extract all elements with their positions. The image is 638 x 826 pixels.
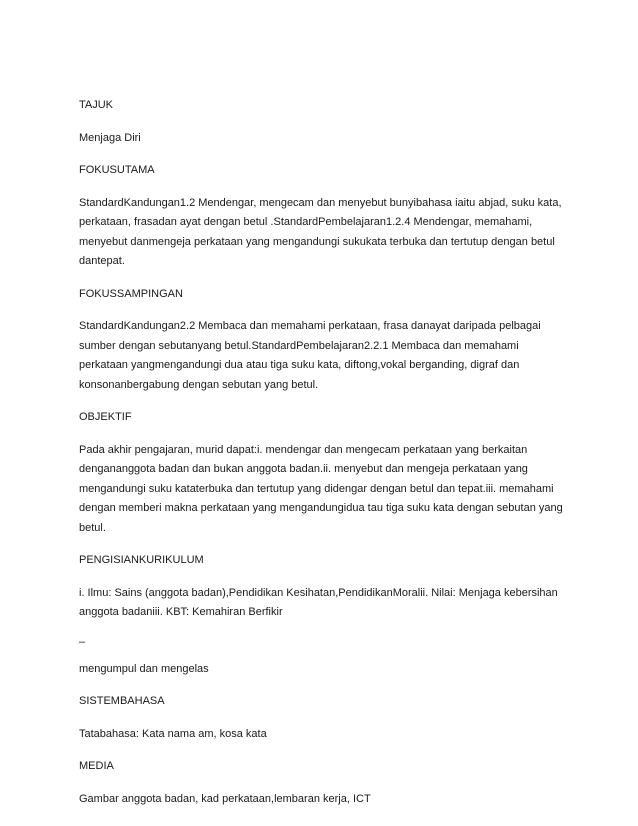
heading-objektif: OBJEKTIF: [79, 411, 132, 423]
media-text: Gambar anggota badan, kad perkataan,lembaran kerja, ICT: [79, 792, 371, 805]
heading-fokus-utama: FOKUSUTAMA: [79, 164, 155, 176]
heading-sistem-bahasa: SISTEMBAHASA: [79, 695, 165, 707]
sistem-bahasa-text: Tatabahasa: Kata nama am, kosa kata: [79, 727, 267, 740]
fokus-utama-text: StandardKandungan1.2 Mendengar, mengecam dan menyebut bunyibahasa iaitu abjad, suku kata, perkataan, frasadan ayat dengan betul .StandardPembelajaran1.2.4 Mendengar, memahami, menyebut danmengeja perkataan yang mengandungi sukukata terbuka dan tertutup dengan betul dantepat.: [79, 196, 562, 267]
heading-media: MEDIA: [79, 760, 114, 772]
objektif-text: Pada akhir pengajaran, murid dapat:i. mendengar dan mengecam perkataan yang berkaitan dengananggota badan dan bukan anggota badan.ii. menyebut dan mengeja perkataan yang mengandungi suku kataterbuka dan tertutup yang didengar dengan betul dan tepat.iii. memahami dengan memberi makna perkataan yang mengandungidua tau tiga suku kata dengan sebutan yang betul.: [79, 443, 563, 534]
heading-pengisian-kurikulum: PENGISIANKURIKULUM: [79, 554, 204, 566]
dash-text: mengumpul dan mengelas: [79, 662, 209, 675]
pengisian-kurikulum-text: i. Ilmu: Sains (anggota badan),Pendidikan Kesihatan,PendidikanMoralii. Nilai: Menjaga kebersihan anggota badaniii. KBT: Kemahiran Berfikir: [79, 586, 558, 618]
heading-tajuk: TAJUK: [79, 99, 114, 111]
tajuk-text: Menjaga Diri: [79, 131, 141, 144]
fokus-sampingan-text: StandardKandungan2.2 Membaca dan memahami perkataan, frasa danayat daripada pelbagai sumber dengan sebutanyang betul.StandardPembelajaran2.2.1 Membaca dan memahami perkataan yangmengandungi dua atau tiga suku kata, diftong,vokal berganding, digraf dan konsonanbergabung dengan sebutan yang betul.: [79, 320, 541, 391]
document-page: [79, 96, 569, 822]
dash-marker: –: [79, 635, 86, 648]
heading-fokus-sampingan: FOKUSSAMPINGAN: [79, 287, 183, 300]
